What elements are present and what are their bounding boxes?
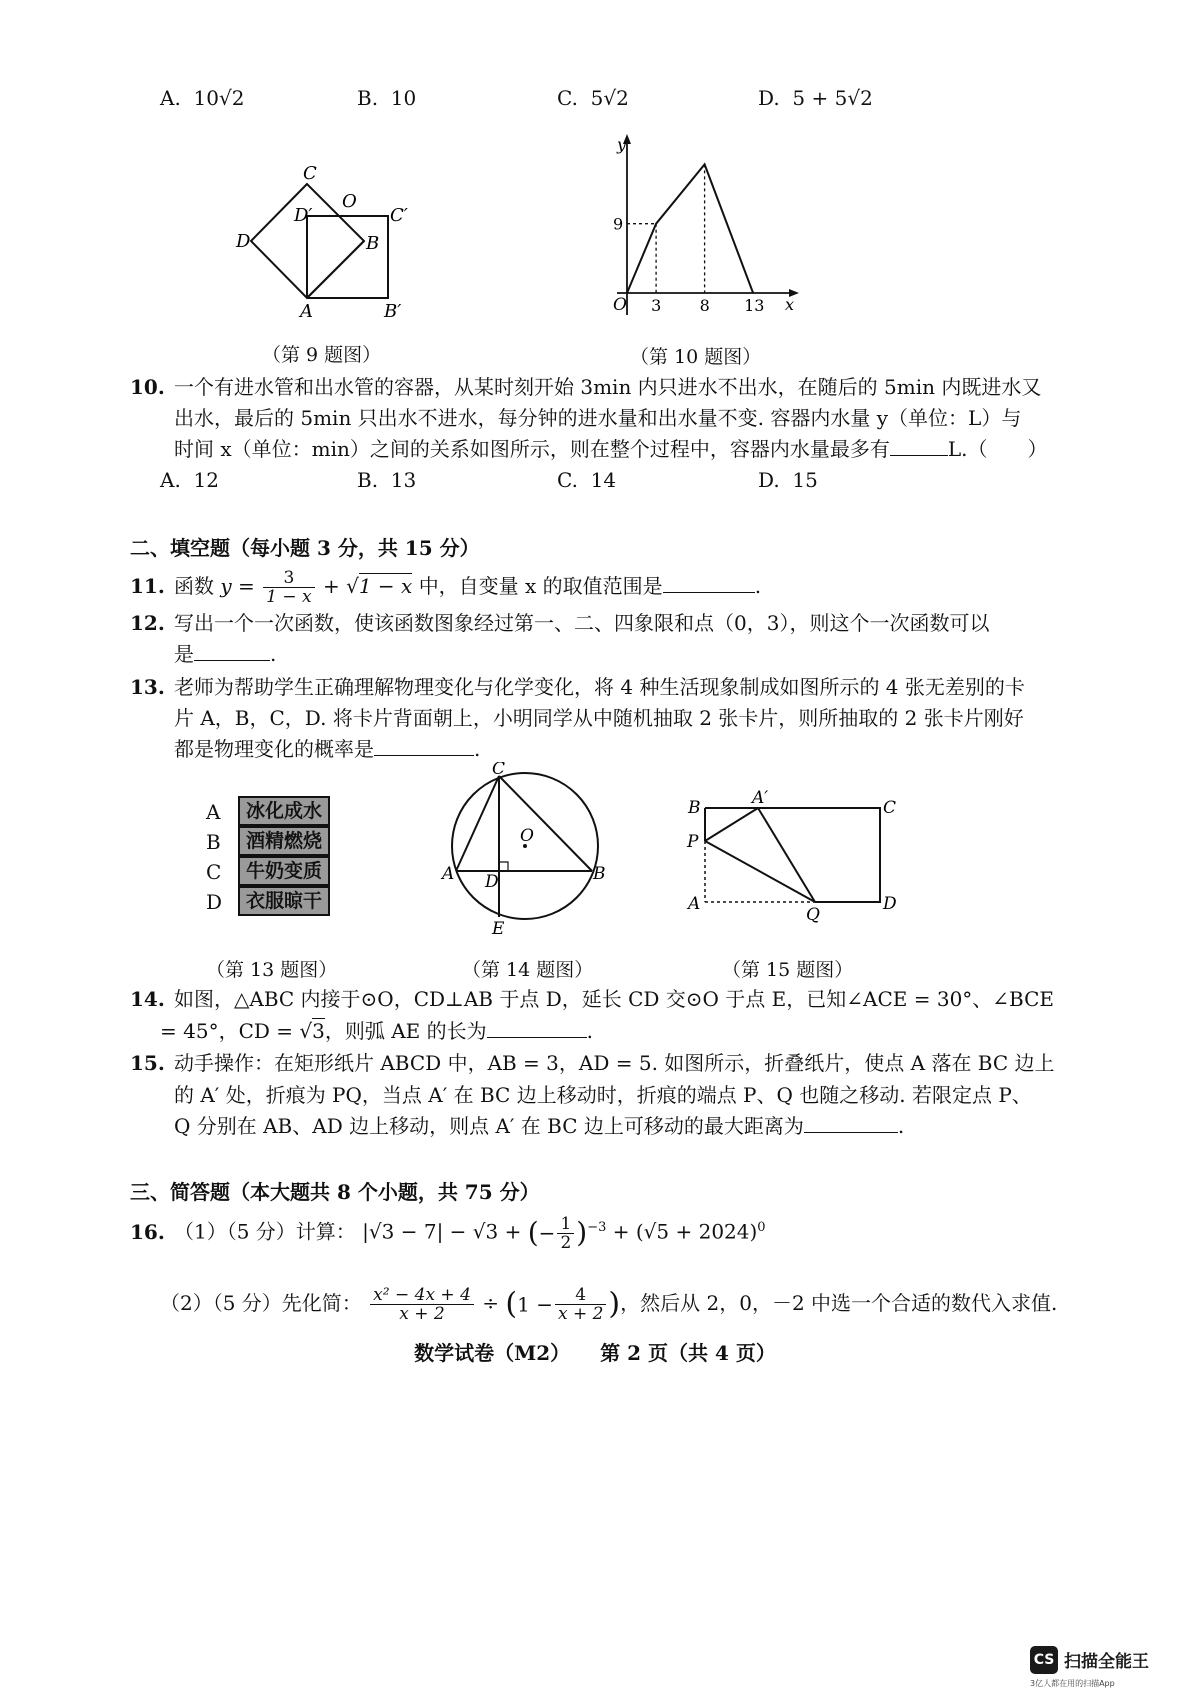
q10-option-c: C. 14 [557, 468, 617, 492]
q9-option-a: A. 10√2 [160, 86, 245, 110]
fig9-label-d: D [236, 231, 251, 252]
q14-line-1: 14. 如图，△ABC 内接于⊙O，CD⊥AB 于点 D，延长 CD 交⊙O 于点 E，已知∠ACE = 30°、∠BCE [130, 987, 1055, 1011]
q12-line-2: 是 . [174, 642, 277, 666]
q10-answer-blank[interactable] [890, 437, 948, 456]
fig9-label-dprime: D′ [294, 205, 313, 226]
fig10-x-tick-13: 13 [744, 296, 765, 315]
fig15-label-a: A [688, 894, 701, 914]
q16-fraction-2: $\frac{4}{x + 2}$ [555, 1286, 606, 1323]
q9-option-b: B. 10 [357, 86, 417, 110]
q11: 11. 函数 y = $\frac{3}{1 - x}$ + √1 − x 中，自变量 x 的取值范围是 . [130, 568, 762, 607]
card-a-letter: A [206, 800, 221, 824]
watermark-name: 扫描全能王 [1064, 1652, 1149, 1672]
section-2-heading: 二、填空题（每小题 3 分，共 15 分） [130, 536, 480, 560]
card-d: 衣服晾干 [238, 886, 330, 916]
q10-line-2: 出水，最后的 5min 只出水不进水，每分钟的进水量和出水量不变. 容器内水量 y（单位：L）与 [174, 406, 1022, 430]
fig14-label-b: B [593, 864, 606, 884]
q13-answer-blank[interactable] [374, 737, 474, 756]
page-footer: 数学试卷（M2） 第 2 页（共 4 页） [414, 1341, 776, 1365]
q15-answer-blank[interactable] [804, 1114, 898, 1133]
watermark-subtitle: 3亿人都在用的扫描App [1030, 1679, 1115, 1688]
q16-number: 16. [130, 1219, 165, 1244]
q9-option-c: C. 5√2 [557, 86, 629, 110]
q9-option-d: D. 5 + 5√2 [758, 86, 873, 110]
section-3-heading: 三、简答题（本大题共 8 个小题，共 75 分） [130, 1180, 540, 1204]
fig10-y-label: y [617, 135, 627, 154]
q11-fraction: $\frac{3}{1 - x}$ [263, 569, 314, 606]
fig9-caption: （第 9 题图） [262, 344, 382, 366]
fig10-origin-label: O [613, 295, 627, 315]
q15-number: 15. [130, 1051, 165, 1075]
q15-line-3: Q 分别在 AB、AD 边上移动，则点 A′ 在 BC 边上可移动的最大距离为 . [174, 1114, 905, 1138]
q10-number: 10. [130, 375, 165, 399]
fig14-label-o: O [520, 826, 534, 846]
fig9-label-o: O [342, 191, 357, 212]
fig15-label-aprime: A′ [752, 788, 769, 808]
q16-fraction-1: $\frac{\text{x² − 4x + 4}}{x + 2}$ [370, 1286, 474, 1323]
fig9-label-b: B [366, 233, 380, 254]
card-b-letter: B [206, 830, 221, 854]
q10-option-a: A. 12 [160, 468, 219, 492]
card-d-letter: D [206, 890, 223, 914]
fig14-caption: （第 14 题图） [462, 959, 594, 981]
card-c-letter: C [206, 860, 222, 884]
card-b: 酒精燃烧 [238, 826, 330, 856]
fig9-label-cprime: C′ [390, 205, 408, 226]
fig9-label-bprime: B′ [384, 301, 402, 322]
fig10-x-label: x [785, 295, 795, 314]
fig15-label-q: Q [806, 905, 820, 925]
fig9-label-a: A [300, 301, 313, 322]
q15-line-2: 的 A′ 处，折痕为 PQ，当点 A′ 在 BC 边上移动时，折痕的端点 P、Q 也随之移动. 若限定点 P、 [174, 1083, 1032, 1107]
fig15-label-c: C [883, 798, 897, 818]
q16-part-1: 16. （1）（5 分）计算： |√3 − 7| − √3 + (− $\frac{1}{2}$ )$^{-3} + (√5 + 2024)^0$ [130, 1206, 766, 1250]
figure-15 [680, 785, 905, 925]
figure-10-chart [595, 130, 815, 330]
q10-option-b: B. 13 [357, 468, 417, 492]
fig10-caption: （第 10 题图） [630, 346, 762, 368]
q12-line-1: 12. 写出一个一次函数，使该函数图象经过第一、二、四象限和点（0，3），则这个一次函数可以 [130, 611, 990, 635]
q13-line-1: 13. 老师为帮助学生正确理解物理变化与化学变化，将 4 种生活现象制成如图所示的 4 张无差别的卡 [130, 675, 1025, 699]
fig14-label-d: D [485, 872, 499, 892]
fig15-label-p: P [687, 832, 699, 852]
q12-number: 12. [130, 611, 165, 635]
q10-line-1: 10. 一个有进水管和出水管的容器，从某时刻开始 3min 内只进水不出水，在随后的 5min 内既进水又 [130, 375, 1042, 399]
camscanner-logo-icon: CS [1030, 1646, 1058, 1674]
q14-number: 14. [130, 987, 165, 1011]
fig15-caption: （第 15 题图） [722, 959, 854, 981]
fig10-y-tick-9: 9 [613, 214, 624, 234]
q16-part-2: （2）（5 分）先化简： $\frac{\text{x² − 4x + 4}}{x + 2}$ ÷ (1 − $\frac{4}{x + 2}$ )，然后从 2，0，－2 中选一个合适的数代入求值. [160, 1285, 1058, 1324]
fig14-label-c: C [492, 762, 506, 779]
q14-line-2: = 45°，CD = √3，则弧 AE 的长为 . [160, 1019, 593, 1043]
fig14-right-angle [499, 862, 508, 871]
figure-14 [440, 762, 610, 937]
fig10-series-line [627, 164, 753, 293]
fig9-label-c: C [303, 163, 317, 184]
q10-option-d: D. 15 [758, 468, 818, 492]
q15-line-1: 15. 动手操作：在矩形纸片 ABCD 中，AB = 3，AD = 5. 如图所示，折叠纸片，使点 A 落在 BC 边上 [130, 1051, 1055, 1075]
fig10-x-tick-3: 3 [651, 296, 662, 315]
fig14-label-a: A [442, 864, 455, 884]
q13-line-3: 都是物理变化的概率是 . [174, 737, 481, 761]
q12-answer-blank[interactable] [194, 642, 270, 661]
q13-number: 13. [130, 675, 165, 699]
fig15-label-b: B [688, 798, 701, 818]
card-a: 冰化成水 [238, 796, 330, 826]
fig13-caption: （第 13 题图） [206, 959, 338, 981]
q11-sqrt: √1 − x [346, 574, 413, 598]
q10-line-3: 时间 x（单位：min）之间的关系如图所示，则在整个过程中，容器内水量最多有 L.（ ） [174, 437, 1048, 461]
card-c: 牛奶变质 [238, 856, 330, 886]
figure-9 [220, 155, 420, 325]
fig10-x-tick-8: 8 [699, 296, 710, 315]
fig15-label-d: D [883, 894, 897, 914]
q11-number: 11. [130, 574, 165, 598]
q13-line-2: 片 A，B，C，D. 将卡片背面朝上，小明同学从中随机抽取 2 张卡片，则所抽取的 2 张卡片刚好 [174, 706, 1024, 730]
fig14-label-e: E [492, 919, 505, 937]
q16-half-fraction: $\frac{1}{2}$ [557, 1215, 574, 1252]
q14-answer-blank[interactable] [487, 1019, 587, 1038]
q11-answer-blank[interactable] [663, 574, 755, 593]
